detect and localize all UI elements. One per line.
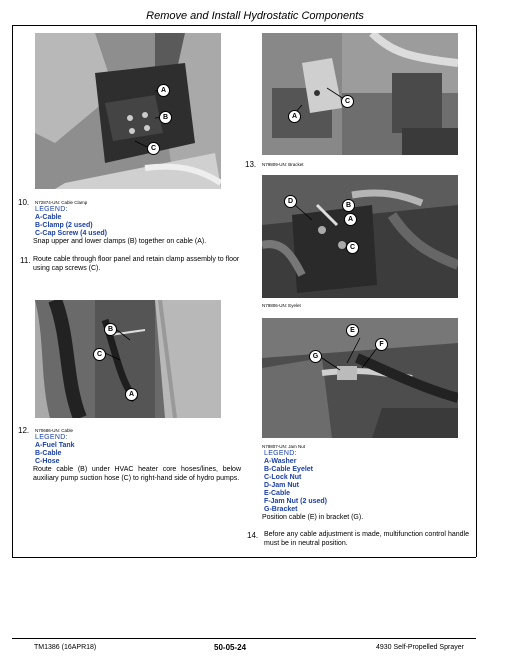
figure-code: N70686-UN: Cable (35, 428, 74, 433)
step-number: 14. (247, 531, 259, 540)
footer-product: 4930 Self-Propelled Sprayer (376, 644, 464, 651)
legend-item: A-Cable (35, 214, 62, 221)
left-border (12, 25, 13, 557)
legend-item: A-Washer (264, 458, 297, 465)
step-number: 13. (245, 160, 257, 169)
figure-code: N79807-UN: Jam Nut (262, 444, 306, 449)
legend-heading: LEGEND: (264, 450, 297, 457)
legend-heading: LEGEND: (35, 434, 68, 441)
callout-b: B (104, 323, 117, 336)
figure-bracket-photo (262, 33, 458, 155)
step-12-text: Route cable (B) under HVAC heater core hoses/lines, below auxiliary pump suction hose (C) to right-hand side of hydro pumps. (33, 466, 241, 482)
legend-item: C-Hose (35, 458, 60, 465)
step-number: 10. (18, 198, 30, 207)
figure-code: N79806-UN: Eyelet (262, 303, 301, 308)
callout-b: B (159, 111, 172, 124)
step-14-text: Before any cable adjustment is made, multifunction control handle must be in neutral position. (264, 531, 469, 547)
legend-step-12 (35, 434, 75, 466)
step-13-text: Position cable (E) in bracket (G). (262, 514, 364, 521)
footer-doc-id: TM1386 (16APR18) (34, 644, 97, 651)
legend-item: B-Clamp (2 used) (35, 222, 93, 229)
callout-e: E (346, 324, 359, 337)
step-10-text: Snap upper and lower clamps (B) together on cable (A). (33, 238, 207, 245)
legend-item: B-Cable (35, 450, 62, 457)
footer-page-number: 50-05-24 (214, 643, 247, 652)
callout-a: A (157, 84, 170, 97)
callout-c: C (341, 95, 354, 108)
callout-a: A (125, 388, 138, 401)
callout-a: A (344, 213, 357, 226)
callout-b: B (342, 199, 355, 212)
legend-heading: LEGEND: (35, 206, 68, 213)
header-rule (12, 25, 476, 26)
callout-c: C (346, 241, 359, 254)
figure-code: N79809-UN: Bracket (262, 162, 304, 167)
callout-a: A (288, 110, 301, 123)
legend-item: B-Cable Eyelet (264, 466, 314, 473)
callout-d: D (284, 195, 297, 208)
callout-c: C (147, 142, 160, 155)
step-number: 11. (20, 256, 31, 265)
figure-code: N72874-UN: Cable Clamp (35, 200, 88, 205)
legend-item: F-Jam Nut (2 used) (264, 498, 328, 505)
right-border (476, 25, 477, 557)
legend-item: E-Cable (264, 490, 291, 497)
bottom-rule (12, 557, 476, 558)
figure-cable-photo (35, 300, 221, 418)
callout-f: F (375, 338, 388, 351)
figure-eyelet-photo (262, 175, 458, 298)
legend-step-13 (264, 450, 327, 514)
callout-c: C (93, 348, 106, 361)
figure-cable-clamp-photo (35, 33, 221, 189)
callout-g: G (309, 350, 322, 363)
figure-jam-nut-photo (262, 318, 458, 438)
legend-item: C-Cap Screw (4 used) (35, 230, 107, 237)
legend-item: A-Fuel Tank (35, 442, 75, 449)
legend-step-10 (35, 206, 107, 238)
legend-item: G-Bracket (264, 506, 298, 513)
footer-rule (12, 638, 476, 639)
legend-item: C-Lock Nut (264, 474, 302, 481)
step-11-text: Route cable through floor panel and retain clamp assembly to floor using cap screws (C). (33, 256, 240, 272)
step-number: 12. (18, 426, 30, 435)
legend-item: D-Jam Nut (264, 482, 300, 489)
page-title: Remove and Install Hydrostatic Components (146, 10, 364, 22)
